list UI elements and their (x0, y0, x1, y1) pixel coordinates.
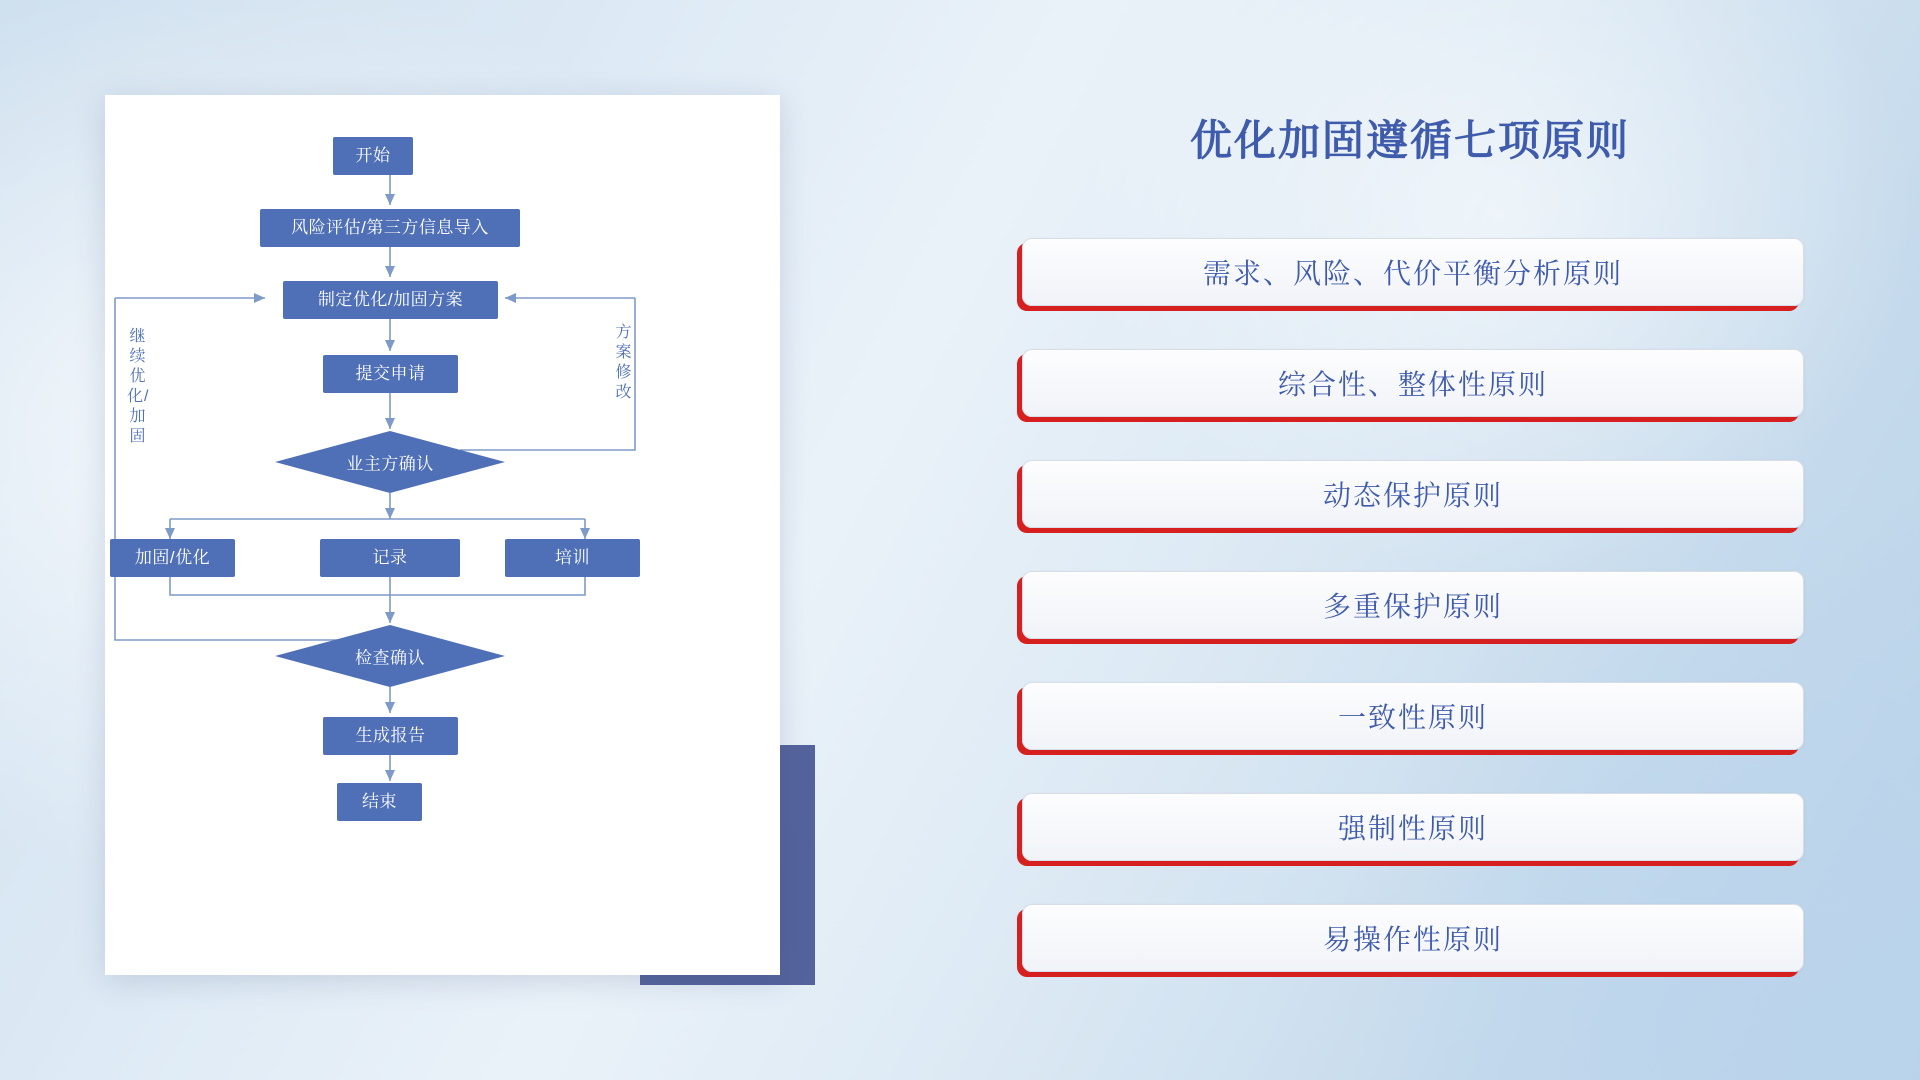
flow-node-label: 结束 (362, 792, 397, 812)
principle-item-3 (1022, 460, 1804, 528)
principle-label: 强制性原则 (1337, 813, 1488, 844)
flow-node-label: 记录 (372, 548, 408, 568)
flow-node-reinforce (110, 539, 235, 577)
flow-node-check-confirm (275, 625, 505, 687)
flow-node-record (320, 539, 460, 577)
page-title: 优化加固遵循七项原则 (1189, 117, 1630, 164)
principle-item-1 (1022, 238, 1804, 306)
flow-node-risk-assessment (260, 209, 520, 247)
principle-item-2 (1022, 349, 1804, 417)
flow-node-training (505, 539, 640, 577)
flowchart-card (105, 95, 780, 975)
flow-node-label: 开始 (355, 146, 391, 166)
flow-node-label: 业主方确认 (346, 454, 434, 474)
flow-node-label: 培训 (555, 548, 590, 568)
principle-item-4 (1022, 571, 1804, 639)
principle-item-7 (1022, 904, 1804, 972)
flow-node-label: 加固/优化 (134, 548, 211, 568)
flow-node-start (333, 137, 413, 175)
principle-label: 动态保护原则 (1322, 480, 1503, 511)
principle-label: 多重保护原则 (1322, 591, 1503, 622)
flow-node-end (337, 783, 422, 821)
flow-node-submit (323, 355, 458, 393)
flow-node-label: 检查确认 (355, 648, 425, 668)
flow-node-label: 制定优化/加固方案 (317, 290, 464, 310)
flow-edge-label-left-loop: 继续优化/加固 (127, 328, 150, 445)
flow-node-plan (283, 281, 498, 319)
flow-node-report (323, 717, 458, 755)
flow-edge-label-right-loop: 方案修改 (615, 324, 633, 401)
flow-node-label: 风险评估/第三方信息导入 (291, 218, 489, 238)
principle-label: 一致性原则 (1337, 702, 1488, 733)
flow-node-owner-confirm (275, 431, 505, 493)
principle-label: 需求、风险、代价平衡分析原则 (1202, 258, 1623, 289)
principle-item-6 (1022, 793, 1804, 861)
principle-label: 易操作性原则 (1322, 924, 1503, 955)
flow-node-label: 生成报告 (355, 726, 426, 746)
principle-label: 综合性、整体性原则 (1277, 369, 1548, 400)
principle-item-5 (1022, 682, 1804, 750)
flow-node-label: 提交申请 (355, 364, 426, 384)
